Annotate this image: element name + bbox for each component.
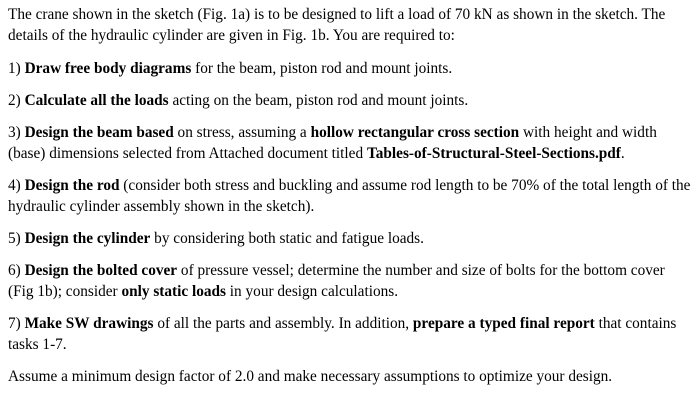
closing-paragraph: Assume a minimum design factor of 2.0 and make necessary assumptions to optimize your design. [8, 368, 613, 385]
task-text: (consider both stress and buckling and assume rod length to be 70% of the total length of the hydraulic cylinder assembly shown in the sketch). [8, 177, 691, 215]
task-7 [8, 313, 692, 355]
task-emphasis: only static loads [121, 283, 226, 300]
intro-paragraph: The crane shown in the sketch (Fig. 1a) is to be designed to lift a load of 70 kN as shown in the sketch. The details of the hydraulic cylinder are given in Fig. 1b. You are required to: [8, 6, 666, 44]
task-4 [8, 175, 692, 217]
task-text: . [620, 145, 625, 162]
task-number: 4) [8, 177, 25, 194]
task-text: by considering both static and fatigue loads. [150, 230, 424, 247]
task-1 [8, 58, 692, 79]
task-text: in your design calculations. [225, 283, 399, 300]
task-emphasis: prepare a typed final report [412, 315, 595, 332]
task-number: 5) [8, 230, 25, 247]
task-3 [8, 122, 692, 164]
task-text: for the beam, piston rod and mount joints. [191, 60, 453, 77]
task-emphasis: Make SW drawings [24, 315, 154, 332]
task-number: 3) [8, 124, 25, 141]
task-number: 6) [8, 262, 25, 279]
task-number: 7) [8, 315, 25, 332]
task-text: with height and width (base) dimensions selected from Attached document titled [8, 124, 657, 162]
task-2 [8, 90, 692, 111]
task-text: of all the parts and assembly. In addition, [153, 315, 413, 332]
task-emphasis: Design the beam based [24, 124, 174, 141]
task-emphasis: Design the bolted cover [24, 262, 178, 279]
task-number: 2) [8, 92, 25, 109]
task-emphasis: Draw free body diagrams [24, 60, 192, 77]
task-text: acting on the beam, piston rod and mount joints. [168, 92, 469, 109]
task-emphasis: Design the cylinder [24, 230, 151, 247]
task-text: on stress, assuming a [173, 124, 311, 141]
task-5 [8, 228, 692, 249]
task-emphasis: Tables-of-Structural-Steel-Sections.pdf [366, 145, 621, 162]
task-emphasis: Design the rod [24, 177, 120, 194]
task-number: 1) [8, 60, 25, 77]
task-6 [8, 260, 692, 302]
task-emphasis: hollow rectangular cross section [310, 124, 520, 141]
task-emphasis: Calculate all the loads [24, 92, 169, 109]
task-text: of pressure vessel; determine the number and size of bolts for the bottom cover (Fig 1b); consider [8, 262, 665, 300]
task-text: that contains tasks 1-7. [8, 315, 677, 353]
